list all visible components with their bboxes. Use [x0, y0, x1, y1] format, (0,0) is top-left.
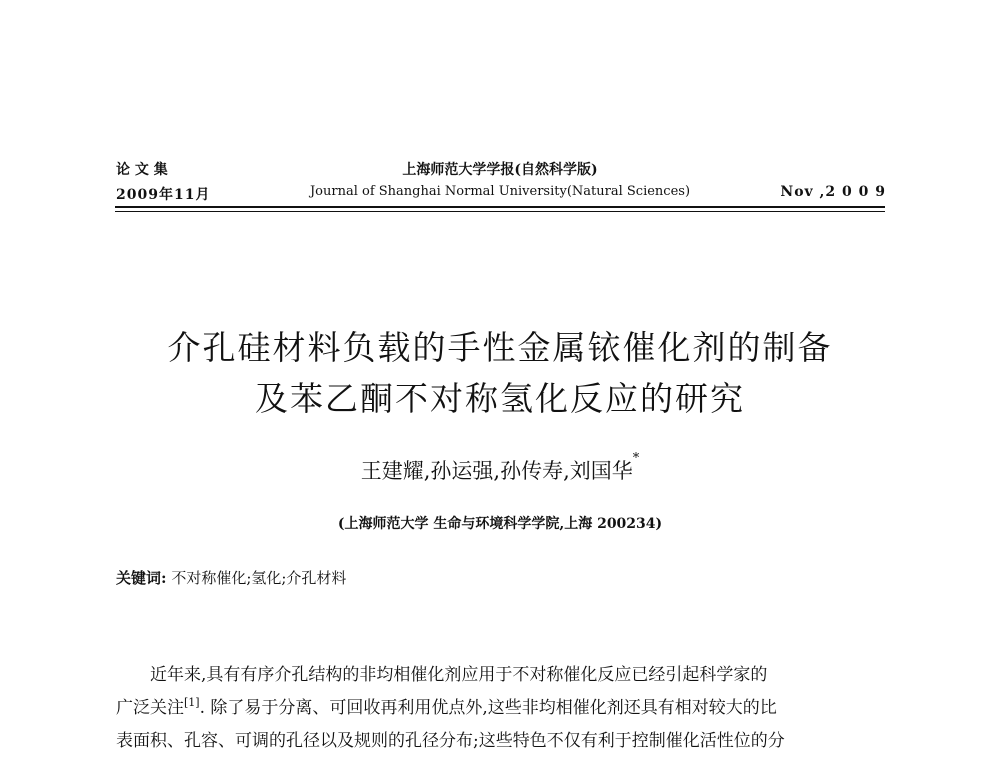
body-line-2	[116, 693, 777, 718]
authors	[0, 451, 1000, 485]
body-line-1: 近年来,具有有序介孔结构的非均相催化剂应用于不对称催化反应已经引起科学家的	[150, 665, 768, 685]
author-names: 王建耀,孙运强,孙传寿,刘国华	[360, 459, 633, 483]
journal-name-en: Journal of Shanghai Normal University(Natural Sciences)	[309, 184, 691, 199]
header-rule-thin	[115, 211, 885, 212]
body-line-2-start: 广泛关注	[116, 698, 184, 718]
paper-title-line1: 介孔硅材料负载的手性金属铱催化剂的制备	[167, 328, 833, 367]
issue-date: 2009年11月	[116, 187, 211, 203]
journal-name-cn: 上海师范大学学报(自然科学版)	[402, 162, 598, 178]
body-line-2-rest: . 除了易于分离、可回收再利用优点外,这些非均相催化剂还具有相对较大的比	[199, 698, 777, 718]
paper-title-line2: 及苯乙酮不对称氢化反应的研究	[255, 379, 745, 418]
issue-date-en: Nov ,2 0 0 9	[780, 184, 886, 200]
citation-ref: [1]	[184, 696, 200, 709]
affiliation: (上海师范大学 生命与环境科学学院,上海 200234)	[337, 516, 663, 532]
section-label: 论 文 集	[116, 162, 168, 178]
keywords-value: 不对称催化;氢化;介孔材料	[171, 569, 347, 587]
header-rule-thick	[115, 206, 885, 208]
body-line-3: 表面积、孔容、可调的孔径以及规则的孔径分布;这些特色不仅有利于控制催化活性位的分	[116, 731, 785, 751]
keywords-label: 关键词:	[116, 569, 167, 587]
keywords	[116, 567, 346, 588]
corresponding-mark: *	[632, 451, 640, 466]
